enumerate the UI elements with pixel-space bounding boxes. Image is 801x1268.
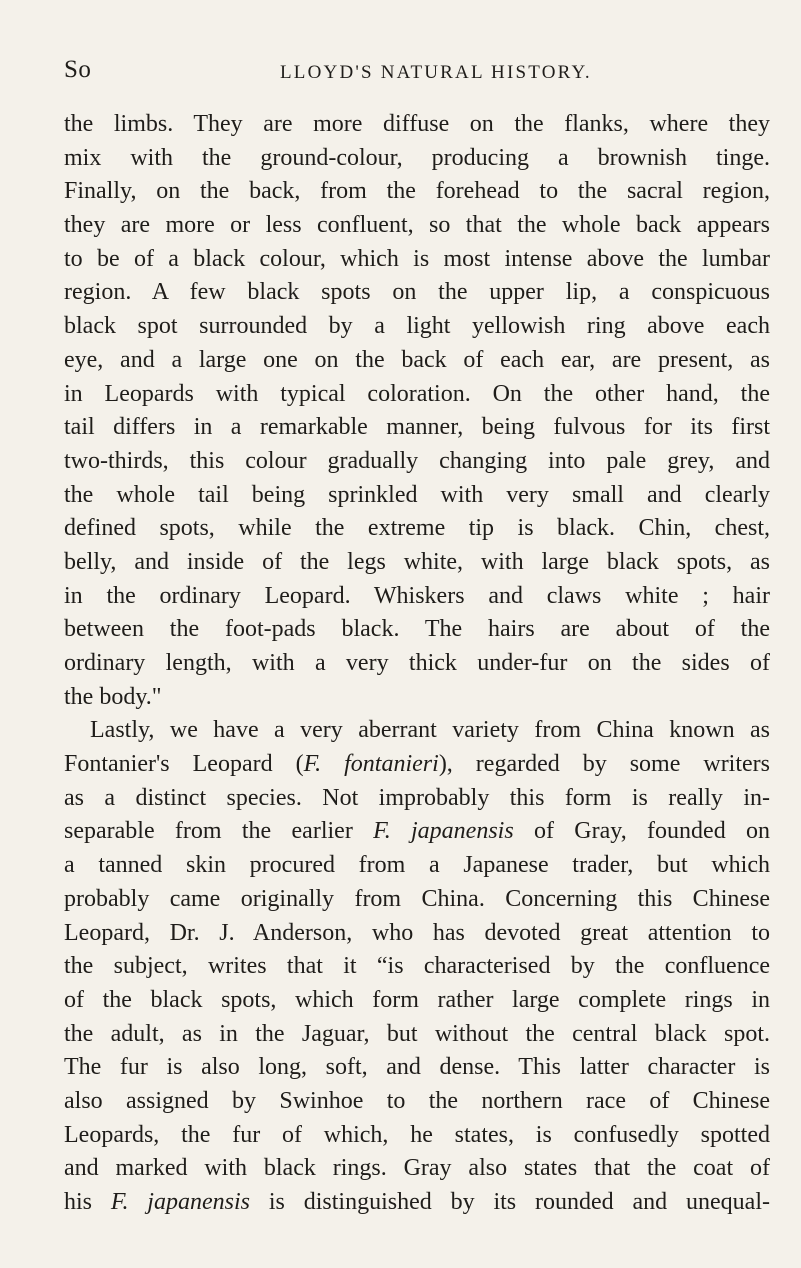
text-line: eye, and a large one on the back of each ear, are present, as bbox=[64, 346, 770, 373]
text-line: they are more or less confluent, so that the whole back appears bbox=[64, 212, 770, 239]
text-line: Leopards, the fur of which, he states, is confusedly spotted bbox=[64, 1121, 770, 1148]
text-line: region. A few black spots on the upper lip, a conspicuous bbox=[64, 279, 770, 306]
running-head: LLOYD'S NATURAL HISTORY. bbox=[280, 62, 592, 83]
text-line: Leopard, Dr. J. Anderson, who has devoted great attention to bbox=[64, 919, 770, 946]
species-name: F. japanensis bbox=[373, 818, 514, 845]
text-line: the adult, as in the Jaguar, but without the central black spot. bbox=[64, 1020, 770, 1047]
text-line: between the foot-pads black. The hairs are about of the bbox=[64, 616, 770, 643]
text-line: in the ordinary Leopard. Whiskers and claws white ; hair bbox=[64, 582, 770, 609]
text-line: in Leopards with typical coloration. On the other hand, the bbox=[64, 380, 770, 407]
text-line: a tanned skin procured from a Japanese trader, but which bbox=[64, 852, 770, 879]
text-line: and marked with black rings. Gray also states that the coat of bbox=[64, 1155, 770, 1182]
text-line: also assigned by Swinhoe to the northern race of Chinese bbox=[64, 1087, 770, 1114]
species-name: F. japanensis bbox=[110, 1189, 250, 1215]
text-line: belly, and inside of the legs white, with large black spots, as bbox=[64, 548, 770, 575]
text-line: the whole tail being sprinkled with very small and clearly bbox=[64, 481, 770, 508]
text-line: the limbs. They are more diffuse on the flanks, where they bbox=[64, 111, 770, 137]
text-line: of the black spots, which form rather large complete rings in bbox=[64, 986, 770, 1013]
text-line: Finally, on the back, from the forehead to the sacral region, bbox=[64, 178, 770, 205]
text-line: The fur is also long, soft, and dense. This latter character is bbox=[64, 1054, 770, 1081]
paragraph-first-line: Lastly, we have a very aberrant variety from China known as bbox=[90, 717, 770, 744]
text-line: probably came originally from China. Concerning this Chinese bbox=[64, 885, 770, 912]
text-line: black spot surrounded by a light yellowish ring above each bbox=[64, 313, 770, 340]
text-line: the body." bbox=[64, 683, 162, 710]
species-name: F. fontanieri bbox=[303, 751, 439, 778]
text-line: tail differs in a remarkable manner, being fulvous for its first bbox=[64, 414, 770, 441]
text-line: his F. japanensis is distinguished by its rounded and unequal- bbox=[64, 1189, 770, 1215]
text-line: ordinary length, with a very thick under-fur on the sides of bbox=[64, 650, 770, 676]
text-line: separable from the earlier F. japanensis of Gray, founded on bbox=[64, 818, 771, 845]
page-number: So bbox=[64, 56, 92, 83]
body-text bbox=[64, 108, 770, 1220]
text-line: mix with the ground-colour, producing a brownish tinge. bbox=[64, 144, 770, 171]
page-header bbox=[64, 56, 770, 90]
text-line: defined spots, while the extreme tip is black. Chin, chest, bbox=[64, 515, 770, 542]
text-line: as a distinct species. Not improbably this form is really in- bbox=[64, 784, 770, 811]
text-line: Fontanier's Leopard (F. fontanieri), regarded by some writers bbox=[64, 751, 771, 778]
text-line: two-thirds, this colour gradually changing into pale grey, and bbox=[64, 447, 770, 474]
text-line: the subject, writes that it “is characterised by the confluence bbox=[64, 953, 770, 980]
text-line: to be of a black colour, which is most intense above the lumbar bbox=[64, 245, 770, 272]
